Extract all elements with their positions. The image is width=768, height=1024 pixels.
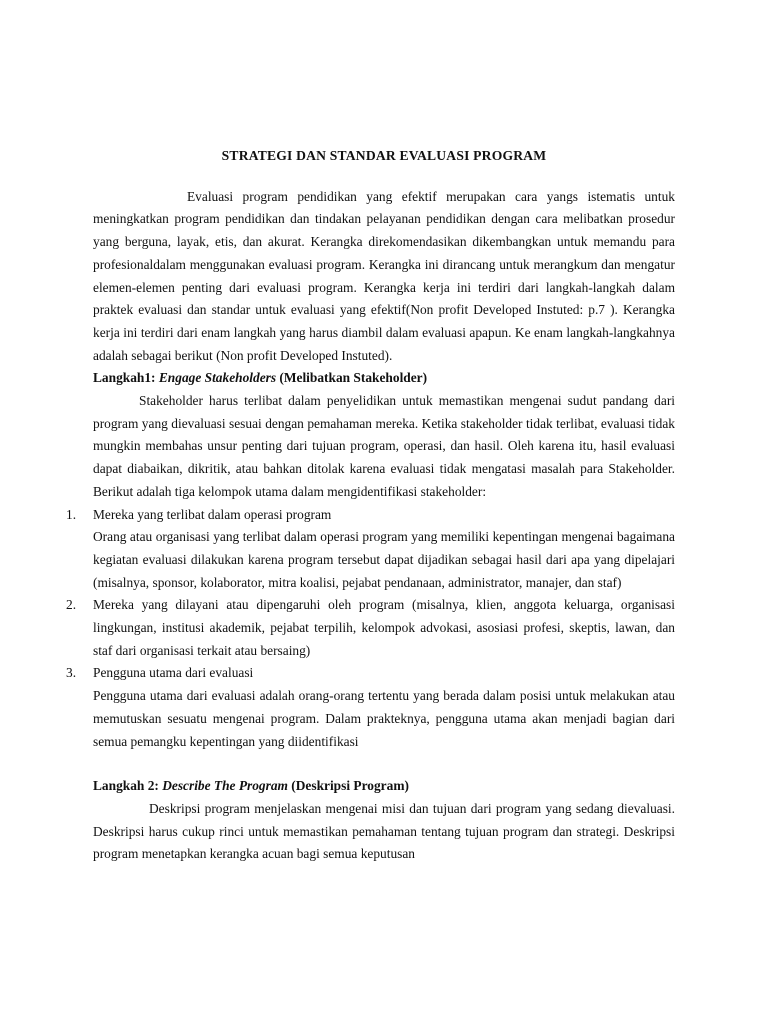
list-item [66,662,675,753]
list-item-title: Mereka yang dilayani atau dipengaruhi oleh program (misalnya, klien, anggota keluarga, organisasi lingkungan, institusi akademik, pejabat terpilih, kelompok advokasi, asosiasi profesi, skeptis, lawan, dan staf dari organisasi terkait atau bersaing) [93,597,675,658]
step2-heading [93,775,675,798]
document-body [66,145,675,866]
step2-prefix: Langkah 2: [93,778,163,794]
step1-paragraph: Stakeholder harus terlibat dalam penyelidikan untuk memastikan mengenai sudut pandang dari program yang dievaluasi sesuai dengan pemahaman mereka. Ketika stakeholder tidak terlibat, evaluasi tidak mungkin membahas unsur penting dari tujuan program, operasi, dan hasil. Oleh karena itu, hasil evaluasi dapat diabaikan, dikritik, atau bahkan ditolak karena evaluasi tidak mengatasi masalah para Stakeholder. Berikut adalah tiga kelompok utama dalam mengidentifikasi stakeholder: [93,393,675,499]
step2-italic: Describe The Program [162,778,288,794]
section-spacer [93,753,675,775]
step2-suffix: (Deskripsi Program) [287,778,409,794]
list-item-title: Pengguna utama dari evaluasi [93,665,254,681]
list-item [66,594,675,662]
list-number: 2. [66,597,77,613]
list-item [66,504,675,595]
step1-italic: Engage Stakeholders [158,370,277,386]
list-number: 1. [66,506,77,522]
list-item-title: Mereka yang terlibat dalam operasi program [93,506,332,522]
step1-heading [93,367,675,390]
step1-suffix: (Melibatkan Stakeholder) [276,370,428,386]
list-number: 3. [66,665,77,681]
step1-prefix: Langkah1: [93,370,159,386]
document-title: STRATEGI DAN STANDAR EVALUASI PROGRAM [221,148,547,163]
list-item-body: Pengguna utama dari evaluasi adalah orang-orang tertentu yang berada dalam posisi untuk melakukan atau memutuskan sesuatu mengenai program. Dalam prakteknya, pengguna utama akan menjadi bagian dari semua pemangku kepentingan yang diidentifikasi [93,688,675,749]
intro-paragraph: Evaluasi program pendidikan yang efektif merupakan cara yangs istematis untuk meningkatkan program pendidikan dan tindakan pelayanan pendidikan dengan cara melibatkan prosedur yang berguna, layak, etis, dan akurat. Kerangka direkomendasikan dikembangkan untuk memandu para profesionaldalam menggunakan evaluasi program. Kerangka ini dirancang untuk merangkum dan mengatur elemen-elemen penting dari evaluasi program. Kerangka kerja ini terdiri dari langkah-langkah dalam praktek evaluasi dan standar untuk evaluasi yang efektif(Non profit Developed Instuted: p.7 ). Kerangka kerja ini terdiri dari enam langkah yang harus diambil dalam evaluasi apapun. Ke enam langkah-langkahnya adalah sebagai berikut (Non profit Developed Instuted). [93,188,675,363]
step2-paragraph: Deskripsi program menjelaskan mengenai misi dan tujuan dari program yang sedang dievaluasi. Deskripsi harus cukup rinci untuk memastikan pemahaman tentang tujuan program dan strategi. Deskripsi program menetapkan kerangka acuan bagi semua keputusan [93,800,675,862]
list-item-body: Orang atau organisasi yang terlibat dalam operasi program yang memiliki kepentingan mengenai bagaimana kegiatan evaluasi dilakukan karena program tersebut dapat dijadikan sebagai hasil dari apa yang dipelajari (misalnya, sponsor, kolaborator, mitra koalisi, pejabat pendanaan, administrator, manajer, dan staf) [93,529,675,590]
